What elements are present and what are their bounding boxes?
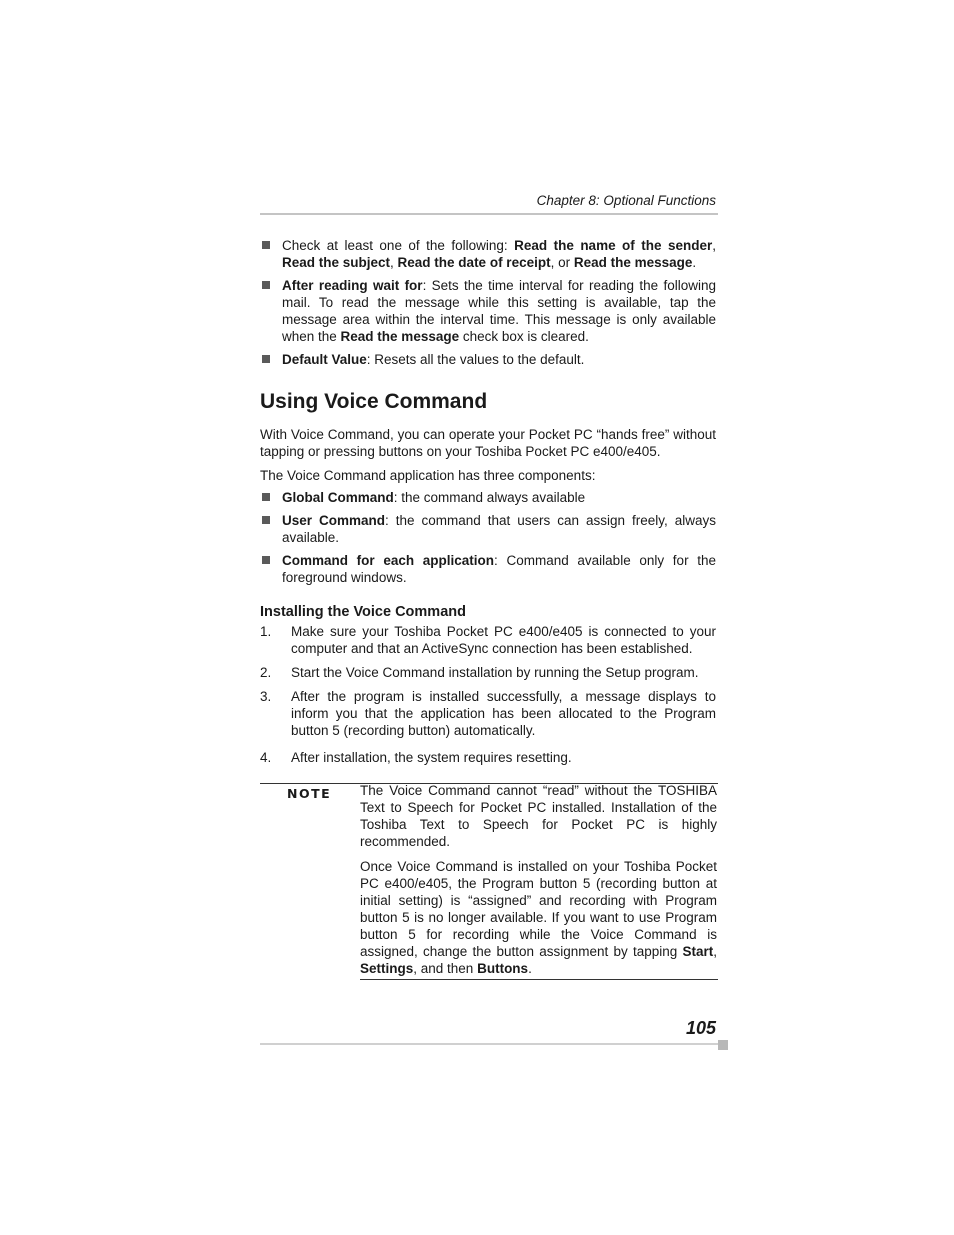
bullet-square-icon bbox=[262, 281, 270, 289]
bullet-item: Default Value: Resets all the values to the default. bbox=[260, 351, 716, 368]
step-item bbox=[260, 688, 716, 739]
component-item: Command for each application: Command available only for the foreground windows. bbox=[260, 552, 716, 586]
note-paragraph: Once Voice Command is installed on your Toshiba Pocket PC e400/e405, the Program button 5 (recording button at initial setting) is “assigned” and recording with Program button 5 is no longer available. If you want to use Program button 5 for recording while the Voice Command is assigned, change the button assignment by tapping Start, Settings, and then Buttons. bbox=[360, 859, 717, 976]
component-item: Global Command: the command always available bbox=[260, 489, 716, 506]
footer-rule bbox=[260, 1043, 718, 1045]
page-number: 105 bbox=[685, 1018, 716, 1038]
step-text: Make sure your Toshiba Pocket PC e400/e405 is connected to your computer and that an ActiveSync connection has been established. bbox=[291, 624, 716, 656]
bullet-square-icon bbox=[262, 556, 270, 564]
running-header: Chapter 8: Optional Functions bbox=[536, 193, 716, 208]
components-list bbox=[260, 489, 716, 592]
header-rule bbox=[260, 213, 718, 215]
options-bullet-list bbox=[260, 237, 716, 374]
note-label: NOTE bbox=[287, 786, 332, 801]
step-item bbox=[260, 749, 716, 766]
step-number: 3. bbox=[260, 689, 272, 704]
intro-paragraph: With Voice Command, you can operate your Pocket PC “hands free” without tapping or pressing buttons on your Toshiba Pocket PC e400/e405. bbox=[260, 427, 716, 459]
bullet-item: Check at least one of the following: Read the name of the sender, Read the subject, Read the date of receipt, or Read the message. bbox=[260, 237, 716, 271]
bullet-square-icon bbox=[262, 493, 270, 501]
bullet-square-icon bbox=[262, 516, 270, 524]
footer-square-icon bbox=[718, 1040, 728, 1050]
section-title: Using Voice Command bbox=[260, 390, 488, 413]
note-bottom-rule bbox=[360, 979, 718, 980]
step-number: 1. bbox=[260, 624, 272, 639]
step-item bbox=[260, 664, 716, 681]
component-item: User Command: the command that users can assign freely, always available. bbox=[260, 512, 716, 546]
step-item bbox=[260, 623, 716, 657]
step-text: After installation, the system requires resetting. bbox=[291, 750, 572, 765]
note-body bbox=[360, 782, 717, 985]
bullet-square-icon bbox=[262, 355, 270, 363]
step-text: Start the Voice Command installation by running the Setup program. bbox=[291, 665, 699, 680]
components-intro: The Voice Command application has three components: bbox=[260, 468, 596, 483]
subsection-title: Installing the Voice Command bbox=[260, 604, 466, 620]
install-steps-list bbox=[260, 623, 716, 773]
step-number: 4. bbox=[260, 750, 272, 765]
note-paragraph: The Voice Command cannot “read” without the TOSHIBA Text to Speech for Pocket PC installed. Installation of the Toshiba Text to Speech for Pocket PC is highly recommended. bbox=[360, 783, 717, 849]
step-text: After the program is installed successfully, a message displays to inform you that the application has been allocated to the Program button 5 (recording button) automatically. bbox=[291, 689, 716, 738]
step-number: 2. bbox=[260, 665, 272, 680]
bullet-item: After reading wait for: Sets the time interval for reading the following mail. To read the message while this setting is available, tap the message area within the interval time. This message is only available when the Read the message check box is cleared. bbox=[260, 277, 716, 345]
bullet-square-icon bbox=[262, 241, 270, 249]
